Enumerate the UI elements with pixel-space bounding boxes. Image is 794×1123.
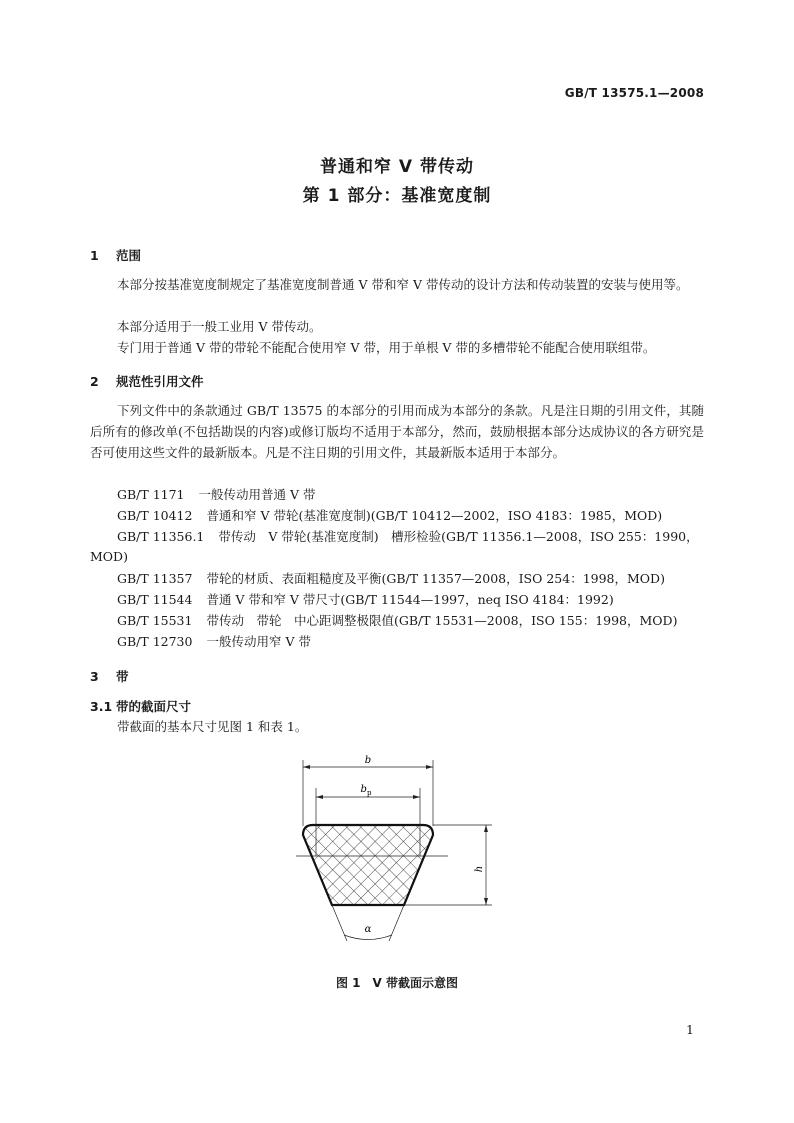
label-alpha: α <box>364 924 372 935</box>
reference-item: GB/T 11544 普通 V 带和窄 V 带尺寸(GB/T 11544—1997，neq ISO 4184：1992) <box>117 592 614 607</box>
reference-item: GB/T 11357 带轮的材质、表面粗糙度及平衡(GB/T 11357—2008，ISO 254：1998，MOD) <box>117 571 665 586</box>
section-2-heading: 2 规范性引用文件 <box>90 374 204 389</box>
section-3-1-paragraph: 带截面的基本尺寸见图 1 和表 1。 <box>117 719 308 734</box>
angle-alpha-arc <box>344 935 392 940</box>
reference-item: GB/T 1171 一般传动用普通 V 带 <box>117 487 316 502</box>
section-2-paragraph: 下列文件中的条款通过 GB/T 13575 的本部分的引用而成为本部分的条款。凡是注日期的引用文件，其随后所有的修改单(不包括勘误的内容)或修订版均不适用于本部分，然而，鼓励根据本部分达成协议的各方研究是否可使用这些文件的最新版本。凡是不注日期的引用文件，其最新版本适用于本部分。 <box>90 403 704 460</box>
section-1-paragraph: 专门用于普通 V 带的带轮不能配合使用窄 V 带，用于单根 V 带的多槽带轮不能配合使用联组带。 <box>117 340 656 355</box>
reference-item: GB/T 11356.1 带传动 V 带轮(基准宽度制) 槽形检验(GB/T 11356.1—2008，ISO 255：1990， <box>117 529 699 544</box>
section-1-heading: 1 范围 <box>90 248 142 263</box>
standard-number: GB/T 13575.1—2008 <box>564 86 704 100</box>
label-h: h <box>474 865 485 873</box>
v-belt-cross-section-figure <box>290 752 510 962</box>
reference-item: GB/T 10412 普通和窄 V 带轮(基准宽度制)(GB/T 10412—2002，ISO 4183：1985，MOD) <box>117 508 663 523</box>
section-1-paragraph: 本部分按基准宽度制规定了基准宽度制普通 V 带和窄 V 带传动的设计方法和传动装置的安装与使用等。 <box>117 277 689 292</box>
reference-item: GB/T 12730 一般传动用窄 V 带 <box>117 634 311 649</box>
reference-item: GB/T 15531 带传动 带轮 中心距调整极限值(GB/T 15531—2008，ISO 155：1998，MOD) <box>117 613 678 628</box>
document-title: 普通和窄 V 带传动 <box>320 157 474 177</box>
page-number: 1 <box>686 1022 694 1037</box>
section-1-paragraph: 本部分适用于一般工业用 V 带传动。 <box>117 319 322 334</box>
document-subtitle: 第 1 部分：基准宽度制 <box>302 186 492 206</box>
label-bp: $b_p$ <box>360 784 372 797</box>
section-3-heading: 3 带 <box>90 669 129 684</box>
section-3-1-heading: 3.1 带的截面尺寸 <box>90 699 192 714</box>
reference-item-continuation: MOD) <box>90 549 128 564</box>
figure-caption: 图 1 V 带截面示意图 <box>336 976 458 990</box>
label-b: b <box>364 755 372 766</box>
